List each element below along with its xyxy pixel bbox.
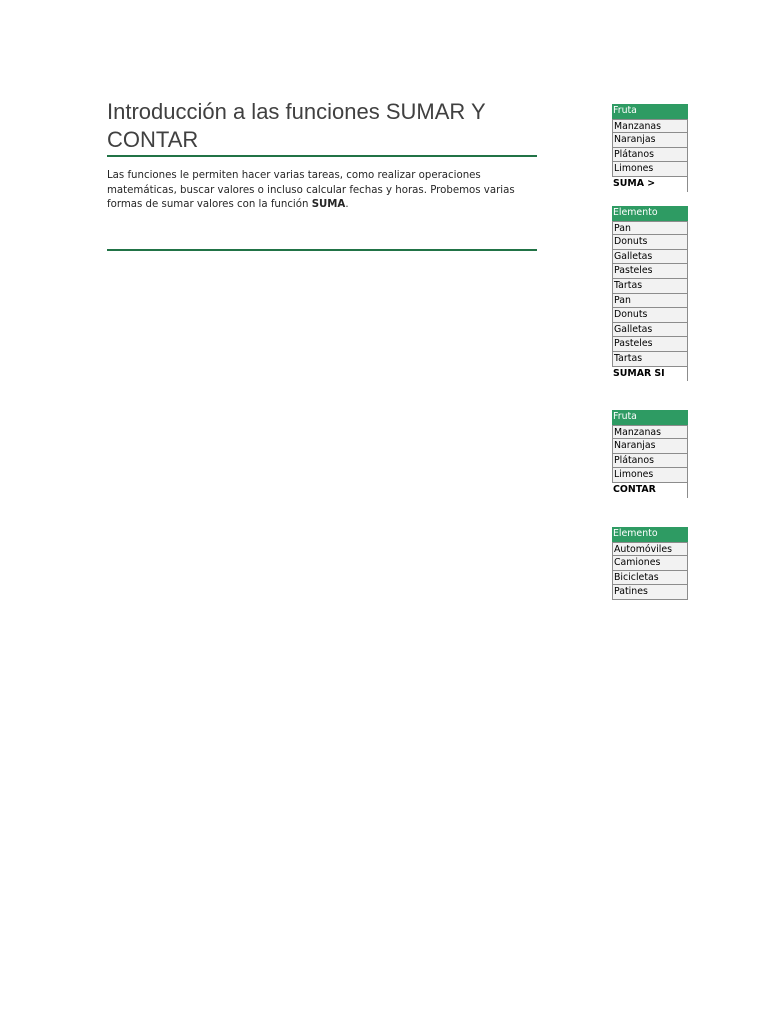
table-cell[interactable]: Plátanos [612,148,688,163]
table-cell[interactable]: Patines [612,585,688,600]
table-total-cell[interactable]: CONTAR [612,483,688,498]
table-header-cell[interactable]: Elemento [612,206,688,221]
table-cell[interactable]: Galletas [612,250,688,265]
table-cell[interactable]: Donuts [612,235,688,250]
table-total-cell[interactable]: SUMA > [612,177,688,192]
title-divider [107,155,537,157]
table-total-cell[interactable]: SUMAR SI [612,367,688,382]
table-cell[interactable]: Galletas [612,323,688,338]
table-header-cell[interactable]: Fruta [612,410,688,425]
item-sumif-table [612,206,688,381]
table-cell[interactable]: Pasteles [612,337,688,352]
table-cell[interactable]: Pasteles [612,264,688,279]
table-cell[interactable]: Limones [612,162,688,177]
table-cell[interactable]: Plátanos [612,454,688,469]
intro-function-name: SUMA [311,199,346,210]
table-header-cell[interactable]: Elemento [612,527,688,542]
table-cell[interactable]: Naranjas [612,133,688,148]
page-title: Introducción a las funciones SUMAR Y CONTAR [107,99,486,152]
table-cell[interactable]: Automóviles [612,542,688,557]
fruit-count-table [612,410,688,498]
intro-text: Las funciones le permiten hacer varias tareas, como realizar operaciones matemáticas, buscar valores o incluso calcular fechas y horas. Probemos varias formas de sumar valores con la función [107,170,515,210]
table-cell[interactable]: Camiones [612,556,688,571]
table-header-cell[interactable]: Fruta [612,104,688,119]
table-cell[interactable]: Pan [612,294,688,309]
table-cell[interactable]: Bicicletas [612,571,688,586]
intro-end: . [345,199,349,210]
section-divider [107,249,537,251]
table-cell[interactable]: Tartas [612,352,688,367]
table-cell[interactable]: Manzanas [612,425,688,440]
table-cell[interactable]: Pan [612,221,688,236]
fruit-sum-table [612,104,688,192]
table-cell[interactable]: Donuts [612,308,688,323]
intro-paragraph [107,169,539,213]
table-cell[interactable]: Naranjas [612,439,688,454]
table-cell[interactable]: Manzanas [612,119,688,134]
vehicle-table [612,527,688,600]
table-cell[interactable]: Tartas [612,279,688,294]
table-cell[interactable]: Limones [612,468,688,483]
